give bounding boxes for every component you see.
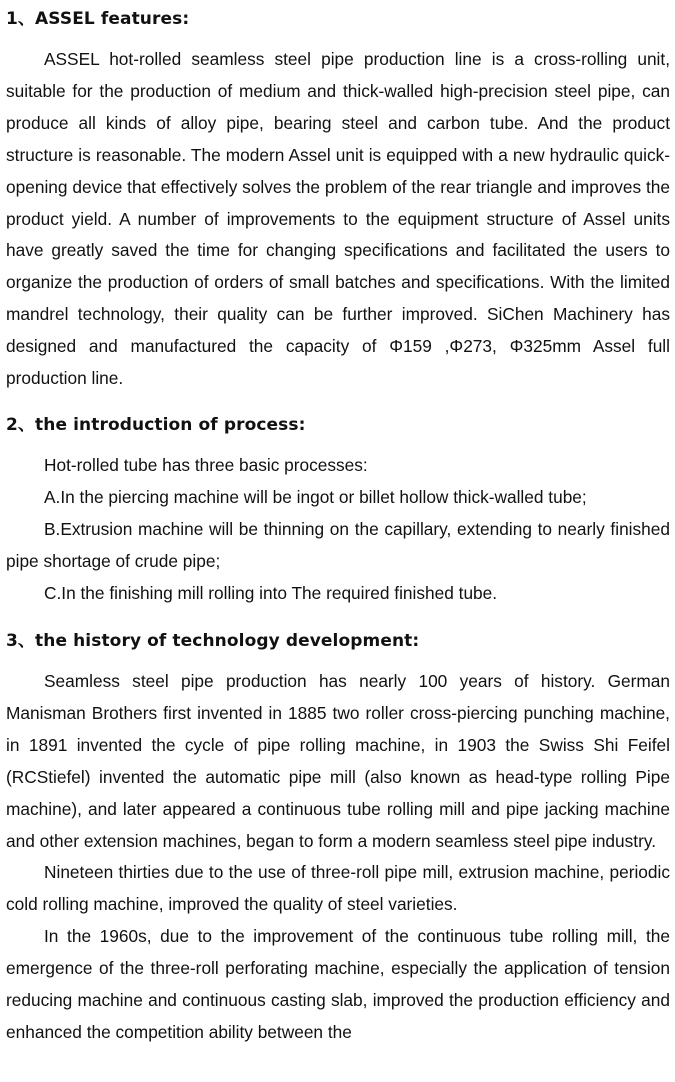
section-3-heading: 3、the history of technology development:	[6, 631, 420, 651]
process-step-c: C.In the finishing mill rolling into The required finished tube.	[44, 582, 498, 603]
section-1-paragraph: ASSEL hot-rolled seamless steel pipe production line is a cross-rolling unit, suitable for the production of medium and thick-walled high-precision steel pipe, can produce all kinds of alloy pipe, bearing steel and carbon tube. And the product structure is reasonable. The modern Assel unit is equipped with a new hydraulic quick-opening device that effectively solves the problem of the rear triangle and improves the product yield. A number of improvements to the equipment structure of Assel units have greatly saved the time for changing specifications and facilitated the users to organize the production of orders of small batches and specifications. With the limited mandrel technology, their quality can be further improved. SiChen Machinery has designed and manufactured the capacity of Φ159 ,Φ273, Φ325mm Assel full production line.	[6, 49, 670, 389]
history-paragraph-2: Nineteen thirties due to the use of three-roll pipe mill, extrusion machine, periodic cold rolling machine, improved the quality of steel varieties.	[6, 862, 670, 915]
process-step-a: A.In the piercing machine will be ingot or billet hollow thick-walled tube;	[44, 486, 587, 507]
section-1-heading: 1、ASSEL features:	[6, 9, 190, 29]
section-2-heading: 2、the introduction of process:	[6, 415, 306, 435]
section-3-body	[6, 666, 670, 1049]
history-paragraph-3: In the 1960s, due to the improvement of the continuous tube rolling mill, the emergence of the three-roll perforating machine, especially the application of tension reducing machine and continuous casting slab, improved the production efficiency and enhanced the competition ability between the	[6, 926, 670, 1042]
history-paragraph-1: Seamless steel pipe production has nearly 100 years of history. German Manisman Brothers first invented in 1885 two roller cross-piercing punching machine, in 1891 invented the cycle of pipe rolling machine, in 1903 the Swiss Shi Feifel (RCStiefel) invented the automatic pipe mill (also known as head-type rolling Pipe machine), and later appeared a continuous tube rolling mill and pipe jacking machine and other extension machines, began to form a modern seamless steel pipe industry.	[6, 671, 670, 851]
process-step-b: B.Extrusion machine will be thinning on the capillary, extending to nearly finished pipe shortage of crude pipe;	[6, 518, 670, 571]
process-intro-line: Hot-rolled tube has three basic processes:	[44, 455, 368, 475]
section-2-body	[6, 450, 670, 610]
